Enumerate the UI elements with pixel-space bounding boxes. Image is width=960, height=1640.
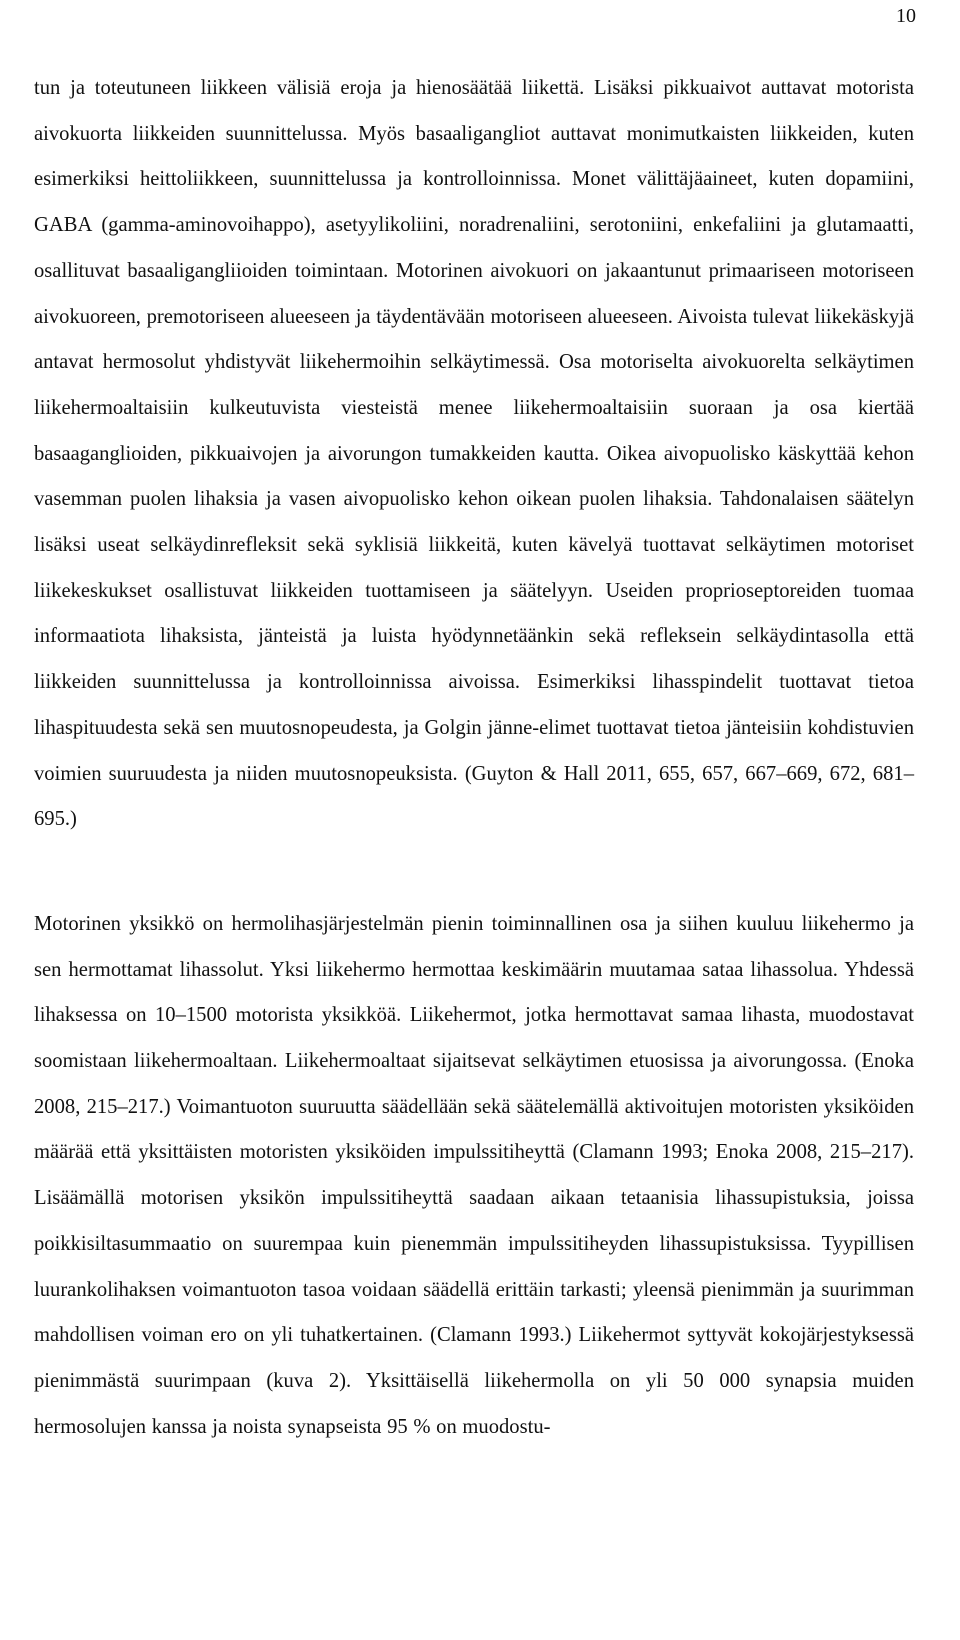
page-number: 10 [896,5,916,27]
paragraph-motor-unit: Motorinen yksikkö on hermolihasjärjestelmän pienin toiminnallinen osa ja siihen kuuluu liikehermo ja sen hermottamat lihassolut. Yksi liikehermo hermottaa keskimäärin muutamaa sataa lihassolua. Yhdessä lihaksessa on 10–1500 motorista yksikköä. Liikehermot, jotka hermottavat samaa lihasta, muodostavat soomistaan liikehermoaltaan. Liikehermoaltaat sijaitsevat selkäytimen etuosissa ja aivorungossa. (Enoka 2008, 215–217.) Voimantuoton suuruutta säädellään sekä säätelemällä aktivoitujen motoristen yksiköiden määrää että yksittäisten motoristen yksiköiden impulssitiheyttä (Clamann 1993; Enoka 2008, 215–217). Lisäämällä motorisen yksikön impulssitiheyttä saadaan aikaan tetaanisia lihassupistuksia, joissa poikkisiltasummaatio on suurempaa kuin pienemmän impulssitiheyden lihassupistuksissa. Tyypillisen luurankolihaksen voimantuoton tasoa voidaan säädellä erittäin tarkasti; yleensä pienimmän ja suurimman mahdollisen voiman ero on yli tuhatkertainen. (Clamann 1993.) Liikehermot syttyvät kokojärjestyksessä pienimmästä suurimpaan (kuva 2). Yksittäisellä liikehermolla on yli 50 000 synapsia muiden hermosolujen kanssa ja noista synapseista 95 % on muodostu- [34,912,914,1438]
body-text [34,66,914,1450]
paragraph-motor-control: tun ja toteutuneen liikkeen välisiä eroja ja hienosäätää liikettä. Lisäksi pikkuaivot auttavat motorista aivokuorta liikkeiden suunnittelussa. Myös basaaligangliot auttavat monimutkaisten liikkeiden, kuten esimerkiksi heittoliikkeen, suunnittelussa ja kontrolloinnissa. Monet välittäjäaineet, kuten dopamiini, GABA (gamma-aminovoihappo), asetyylikoliini, noradrenaliini, serotoniini, enkefaliini ja glutamaatti, osallituvat basaaligangliioiden toimintaan. Motorinen aivokuori on jakaantunut primaariseen motoriseen aivokuoreen, premotoriseen alueeseen ja täydentävään motoriseen alueeseen. Aivoista tulevat liikekäskyjä antavat hermosolut yhdistyvät liikehermoihin selkäytimessä. Osa motoriselta aivokuorelta selkäytimen liikehermoaltaisiin kulkeutuvista viesteistä menee liikehermoaltaisiin suoraan ja osa kiertää basaaganglioiden, pikkuaivojen ja aivorungon tumakkeiden kautta. Oikea aivopuolisko käskyttää kehon vasemman puolen lihaksia ja vasen aivopuolisko kehon oikean puolen lihaksia. Tahdonalaisen säätelyn lisäksi useat selkäydinrefleksit sekä syklisiä liikkeitä, kuten kävelyä tuottavat selkäytimen motoriset liikekeskukset osallistuvat liikkeiden tuottamiseen ja säätelyyn. Useiden proprioseptoreiden tuomaa informaatiota lihaksista, jänteistä ja luista hyödynnetäänkin sekä refleksein selkäydintasolla että liikkeiden suunnittelussa ja kontrolloinnissa aivoissa. Esimerkiksi lihasspindelit tuottavat tietoa lihaspituudesta sekä sen muutosnopeudesta, ja Golgin jänne-elimet tuottavat tietoa jänteisiin kohdistuvien voimien suuruudesta ja niiden muutosnopeuksista. (Guyton & Hall 2011, 655, 657, 667–669, 672, 681–695.) [34,77,914,831]
